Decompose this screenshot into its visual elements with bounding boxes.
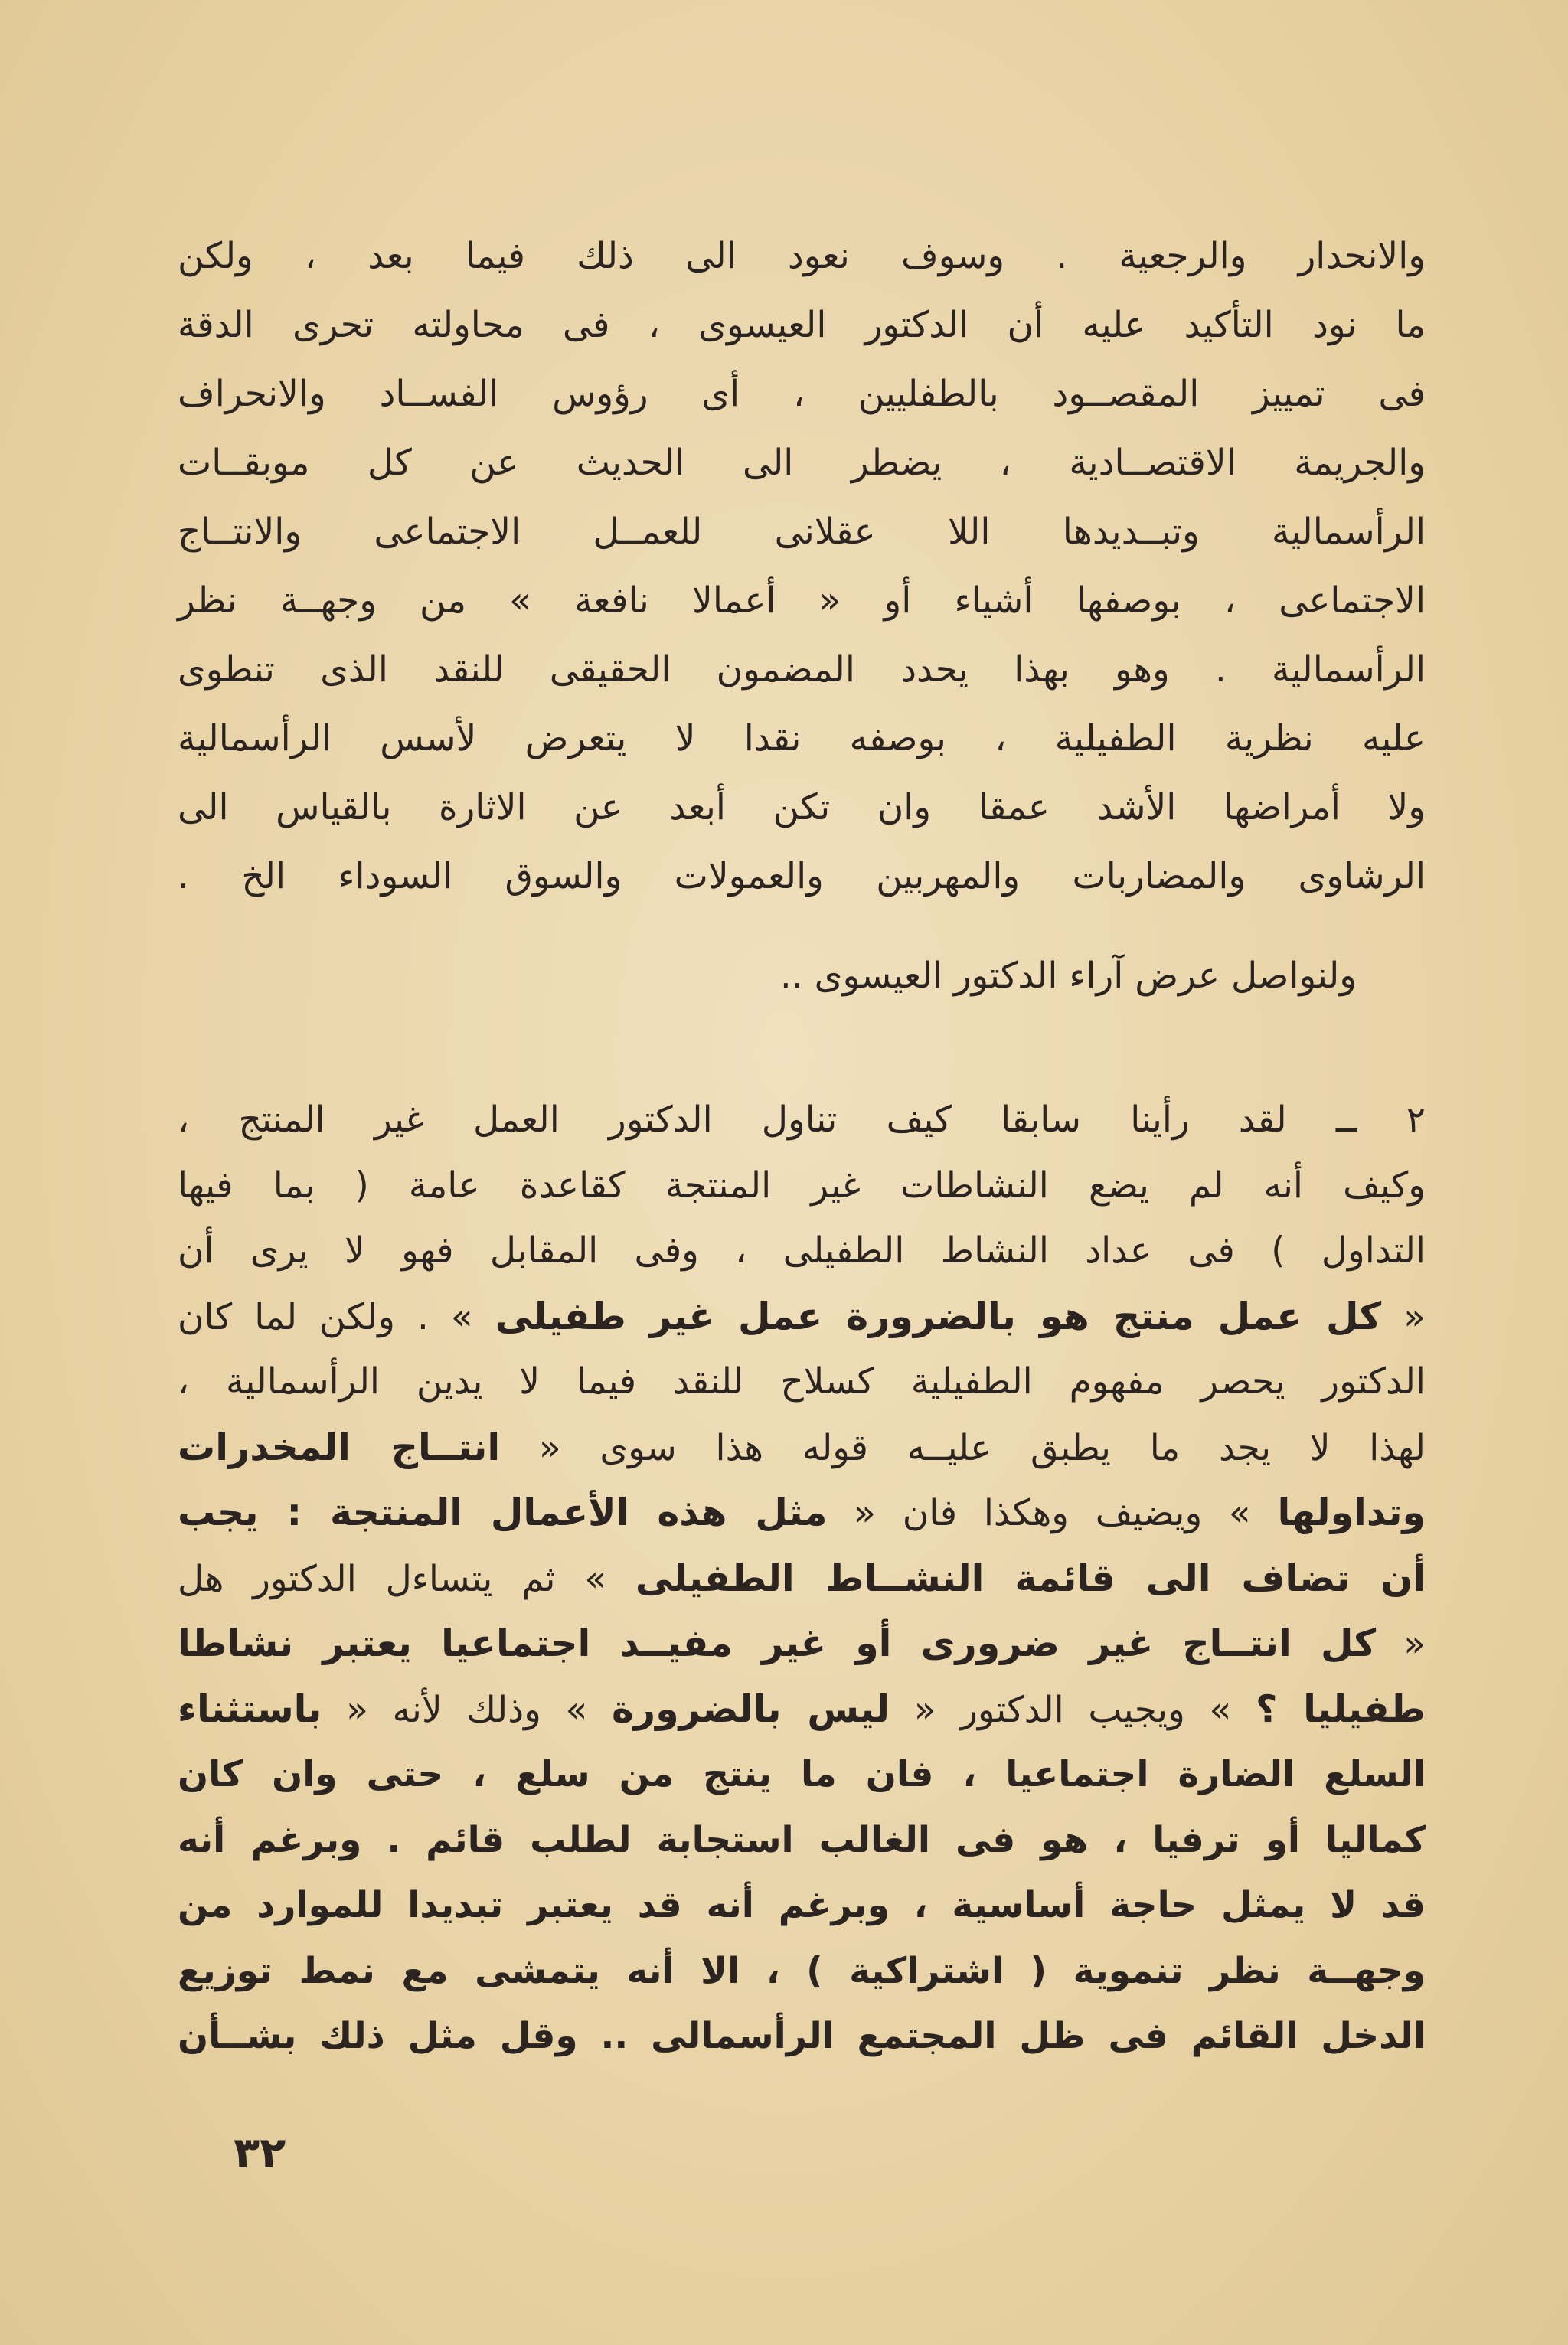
text-line [178, 1415, 1426, 1481]
text-line [178, 1153, 1426, 1219]
text-segment: » ثم يتساءل الدكتور هل [178, 1557, 635, 1600]
text-line: الرشاوى والمضاربات والمهربين والعمولات والسوق السوداء الخ . [178, 855, 1426, 897]
text-segment: ٢ ــ لقد رأينا سابقا كيف تناول الدكتور العمل غير المنتج ، [178, 1099, 1426, 1141]
text-line [178, 1808, 1426, 1873]
text-segment: وكيف أنه لم يضع النشاطات غير المنتجة كقاعدة عامة ( بما فيها [178, 1164, 1426, 1207]
text-segment: كماليا أو ترفيا ، هو فى الغالب استجابة لطلب قائم . وبرغم أنه [178, 1818, 1426, 1861]
page-number: ٣٢ [234, 2128, 286, 2178]
text-segment: السلع الضارة اجتماعيا ، فان ما ينتج من سلع ، حتى وان كان [178, 1753, 1426, 1795]
text-line [178, 1480, 1426, 1546]
bold-quote: أن تضاف الى قائمة النشــاط الطفيلى [635, 1556, 1426, 1600]
text-line: الاجتماعى ، بوصفها أشياء أو « أعمالا نافعة » من وجهــة نظر [178, 580, 1426, 622]
bold-quote: انتــاج المخدرات [178, 1425, 501, 1469]
bold-quote: وتداولها [1277, 1491, 1426, 1534]
paragraph-1 [178, 222, 1426, 911]
text-segment: قد لا يمثل حاجة أساسية ، وبرغم أنه قد يعتبر تبديدا للموارد من [178, 1884, 1426, 1926]
text-segment: الدخل القائم فى ظل المجتمع الرأسمالى .. وقل مثل ذلك بشــأن [178, 2015, 1426, 2057]
text-segment: « [1381, 1295, 1426, 1338]
bold-quote: كل انتــاج غير ضرورى أو غير مفيــد اجتماعيا يعتبر نشاطا [178, 1622, 1377, 1665]
bold-quote: باستثناء [178, 1687, 322, 1731]
text-line: الرأسمالية وتبــديدها اللا عقلانى للعمــل الاجتماعى والانتــاج [178, 511, 1426, 553]
text-segment: » ويضيف وهكذا فان « [827, 1492, 1278, 1534]
text-segment: » ويجيب الدكتور « [890, 1688, 1256, 1731]
paragraph-2 [178, 942, 1426, 1011]
text-segment: لهذا لا يجد ما يطبق عليــه قوله هذا سوى « [500, 1426, 1426, 1469]
text-line [178, 1611, 1426, 1677]
text-segment: « [1376, 1623, 1426, 1665]
bold-quote: ليس بالضرورة [612, 1687, 890, 1731]
text-line: ولا أمراضها الأشد عمقا وان تكن أبعد عن الاثارة بالقياس الى [178, 786, 1426, 828]
text-line: الرأسمالية . وهو بهذا يحدد المضمون الحقيقى للنقد الذى تنطوى [178, 648, 1426, 691]
text-line [178, 2004, 1426, 2069]
text-line [178, 1938, 1426, 2004]
bold-quote: مثل هذه الأعمال المنتجة : يجب [178, 1491, 828, 1534]
text-line [178, 1742, 1426, 1808]
text-line: عليه نظرية الطفيلية ، بوصفه نقدا لا يتعرض لأسس الرأسمالية [178, 717, 1426, 759]
text-line [178, 1218, 1426, 1284]
text-segment: التداول ) فى عداد النشاط الطفيلى ، وفى المقابل فهو لا يرى أن [178, 1230, 1426, 1272]
text-segment: » وذلك لأنه « [322, 1688, 612, 1731]
text-line [178, 1349, 1426, 1415]
text-line [178, 1546, 1426, 1612]
text-segment: » . ولكن لما كان [178, 1295, 495, 1338]
text-line: والجريمة الاقتصــادية ، يضطر الى الحديث عن كل موبقــات [178, 442, 1426, 484]
text-segment: وجهــة نظر تنموية ( اشتراكية ) ، الا أنه يتمشى مع نمط توزيع [178, 1949, 1426, 1992]
bold-quote: طفيليا ؟ [1255, 1687, 1426, 1731]
text-line [178, 1677, 1426, 1742]
text-line: والانحدار والرجعية . وسوف نعود الى ذلك فيما بعد ، ولكن [178, 235, 1426, 277]
bold-quote: كل عمل منتج هو بالضرورة عمل غير طفيلى [495, 1294, 1382, 1338]
text-line: فى تمييز المقصــود بالطفليين ، أى رؤوس الفســاد والانحراف [178, 373, 1426, 415]
paragraph-3 [178, 1087, 1426, 2069]
text-line [178, 1873, 1426, 1938]
text-line: ما نود التأكيد عليه أن الدكتور العيسوى ، فى محاولته تحرى الدقة [178, 304, 1426, 346]
text-line: ولنواصل عرض آراء الدكتور العيسوى .. [779, 955, 1357, 997]
text-line [178, 1284, 1426, 1350]
text-segment: الدكتور يحصر مفهوم الطفيلية كسلاح للنقد فيما لا يدين الرأسمالية ، [178, 1360, 1426, 1403]
text-line [178, 1087, 1426, 1153]
